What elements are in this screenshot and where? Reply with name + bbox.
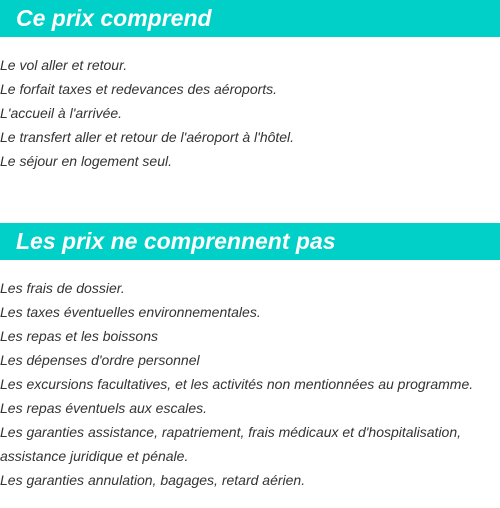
list-item: Les repas et les boissons — [0, 328, 158, 344]
list-item: Les repas éventuels aux escales. — [0, 400, 208, 416]
list-item: Les excursions facultatives, et les activités non mentionnées au programme. — [0, 376, 474, 392]
excluded-items-list — [0, 276, 500, 492]
list-item: Les garanties assistance, rapatriement, frais médicaux et d'hospitalisation, — [0, 424, 462, 440]
section-title-includes: Ce prix comprend — [0, 0, 500, 37]
list-item: Le vol aller et retour. — [0, 57, 128, 73]
list-item: Les taxes éventuelles environnementales. — [0, 304, 261, 320]
list-item: Les dépenses d'ordre personnel — [0, 352, 200, 368]
list-item: Le séjour en logement seul. — [0, 153, 172, 169]
included-items-list — [0, 53, 500, 173]
list-item: L'accueil à l'arrivée. — [0, 105, 123, 121]
list-item: Le transfert aller et retour de l'aéroport à l'hôtel. — [0, 129, 295, 145]
list-item: Le forfait taxes et redevances des aéroports. — [0, 81, 278, 97]
list-item: Les garanties annulation, bagages, retard aérien. — [0, 472, 306, 488]
list-item: assistance juridique et pénale. — [0, 448, 189, 464]
section-title-excludes: Les prix ne comprennent pas — [0, 223, 500, 260]
list-item: Les frais de dossier. — [0, 280, 125, 296]
